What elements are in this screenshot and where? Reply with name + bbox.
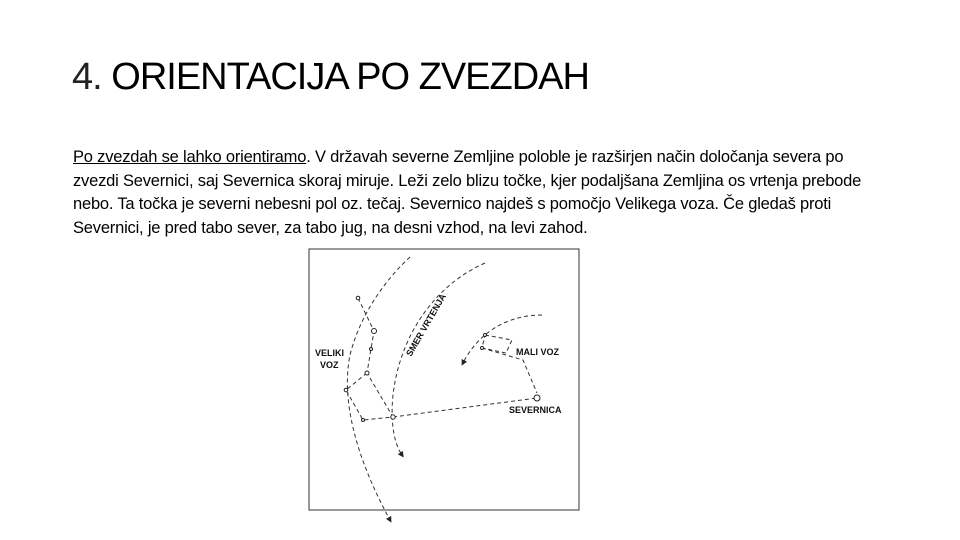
label-mali-voz: MALI VOZ [516,347,559,357]
label-smer-vrtenja: SMER VRTENJA [404,291,448,358]
label-veliki: VELIKI [315,348,345,358]
title-number: 4. [72,56,102,98]
polaris-star [534,395,540,401]
title-text: ORIENTACIJA PO ZVEZDAH [111,56,589,98]
body-underlined: Po zvezdah se lahko orientiramo [73,148,307,166]
label-voz: VOZ [320,360,339,370]
star-map-figure [305,245,585,535]
body-rest: . V državah severne Zemljine poloble je razširjen način določanja severa po zvezdi Severnici, saj Severnica skoraj miruje. Leži zelo blizu točke, kjer podaljšana Zemljina os vrtenja prebode nebo. Ta točka je severni nebesni pol oz. tečaj. Severnico najdeš s pomočjo Velikega voza. Če gledaš proti Severnici, je pred tabo sever, za tabo jug, na desni vzhod, na levi zahod. [73,148,862,237]
figure-frame [309,249,579,510]
body-text [73,146,893,240]
slide-title [72,56,589,99]
label-severnica: SEVERNICA [509,405,562,415]
